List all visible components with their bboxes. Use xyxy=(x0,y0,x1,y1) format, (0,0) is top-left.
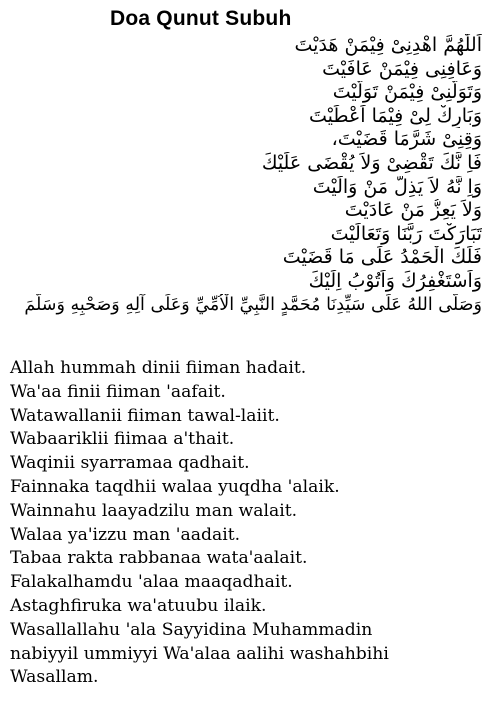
transliteration-line: nabiyyil ummiyyi Wa'alaa aalihi washahbihi xyxy=(10,643,389,664)
arabic-line: وَلاَ يَعِزُّ مَنْ عَادَيْتَ xyxy=(344,199,482,222)
arabic-line: وَبَارِكْ لِىْ فِيْمَا اَعْطَيْتَ xyxy=(308,104,482,127)
arabic-line: اَللّٰهُمَّ اهْدِنِىْ فِيْمَنْ هَدَيْتَ xyxy=(294,34,482,56)
transliteration-line: Wasallallahu 'ala Sayyidina Muhammadin xyxy=(10,619,373,640)
arabic-line: وَعَافِنِى فِيْمَنْ عَافَيْتَ xyxy=(322,57,482,80)
arabic-line: تَبَارَكْتَ رَبَّنَا وَتَعَالَيْتَ xyxy=(330,222,482,245)
arabic-line: وَصَلَّى اللهُ عَلَى سَيِّدِنَا مُحَمَّدٍ النَّبِيِّ الْاُمِّيِّ وَعَلَى آلِهِ وَصَحْبِهِ وَسَلَّمَ xyxy=(24,294,482,315)
transliteration-line: Watawallanii fiiman tawal-laiit. xyxy=(10,405,280,426)
transliteration-block xyxy=(10,357,495,690)
transliteration-line: Tabaa rakta rabbanaa wata'aalait. xyxy=(10,548,308,569)
transliteration-line: Waqinii syarramaa qadhait. xyxy=(10,453,250,474)
arabic-line: وَتَوَلَّنِىْ فِيْمَنْ تَوَلَّيْتَ xyxy=(332,81,482,104)
transliteration-line: Allah hummah dinii fiiman hadait. xyxy=(10,358,307,378)
arabic-text-block xyxy=(6,34,482,317)
transliteration-line: Fainnaka taqdhii walaa yuqdha 'alaik. xyxy=(10,476,340,497)
arabic-line: وَقِنِىْ شَرَّمَا قَضَيْتَ، xyxy=(331,128,482,151)
arabic-line: فَاِ نَّكَ تَقْضِىْ وَلاَ يُقْضَى عَلَيْكَ xyxy=(261,151,482,174)
transliteration-line: Wabaariklii fiimaa a'thait. xyxy=(10,429,235,450)
arabic-line: فَلَكَ الْحَمْدُ عَلَى مَا قَضَيْتَ xyxy=(282,246,482,269)
transliteration-line: Wainnahu laayadzilu man walait. xyxy=(10,500,298,521)
transliteration-line: Walaa ya'izzu man 'aadait. xyxy=(10,524,241,545)
transliteration-line: Falakalhamdu 'alaa maaqadhait. xyxy=(10,572,293,593)
transliteration-line: Wasallam. xyxy=(10,667,99,688)
page-title: Doa Qunut Subuh xyxy=(110,7,292,30)
transliteration-line: Astaghfiruka wa'atuubu ilaik. xyxy=(10,595,267,616)
transliteration-line: Wa'aa finii fiiman 'aafait. xyxy=(10,381,226,402)
arabic-line: وَاَسْتَغْفِرُكَ وَاَتُوْبُ اِلَيْكَ xyxy=(308,269,482,292)
arabic-line: وَاِ نَّهُ لاَ يَذِلُّ مَنْ وَالَيْتَ xyxy=(312,175,482,198)
